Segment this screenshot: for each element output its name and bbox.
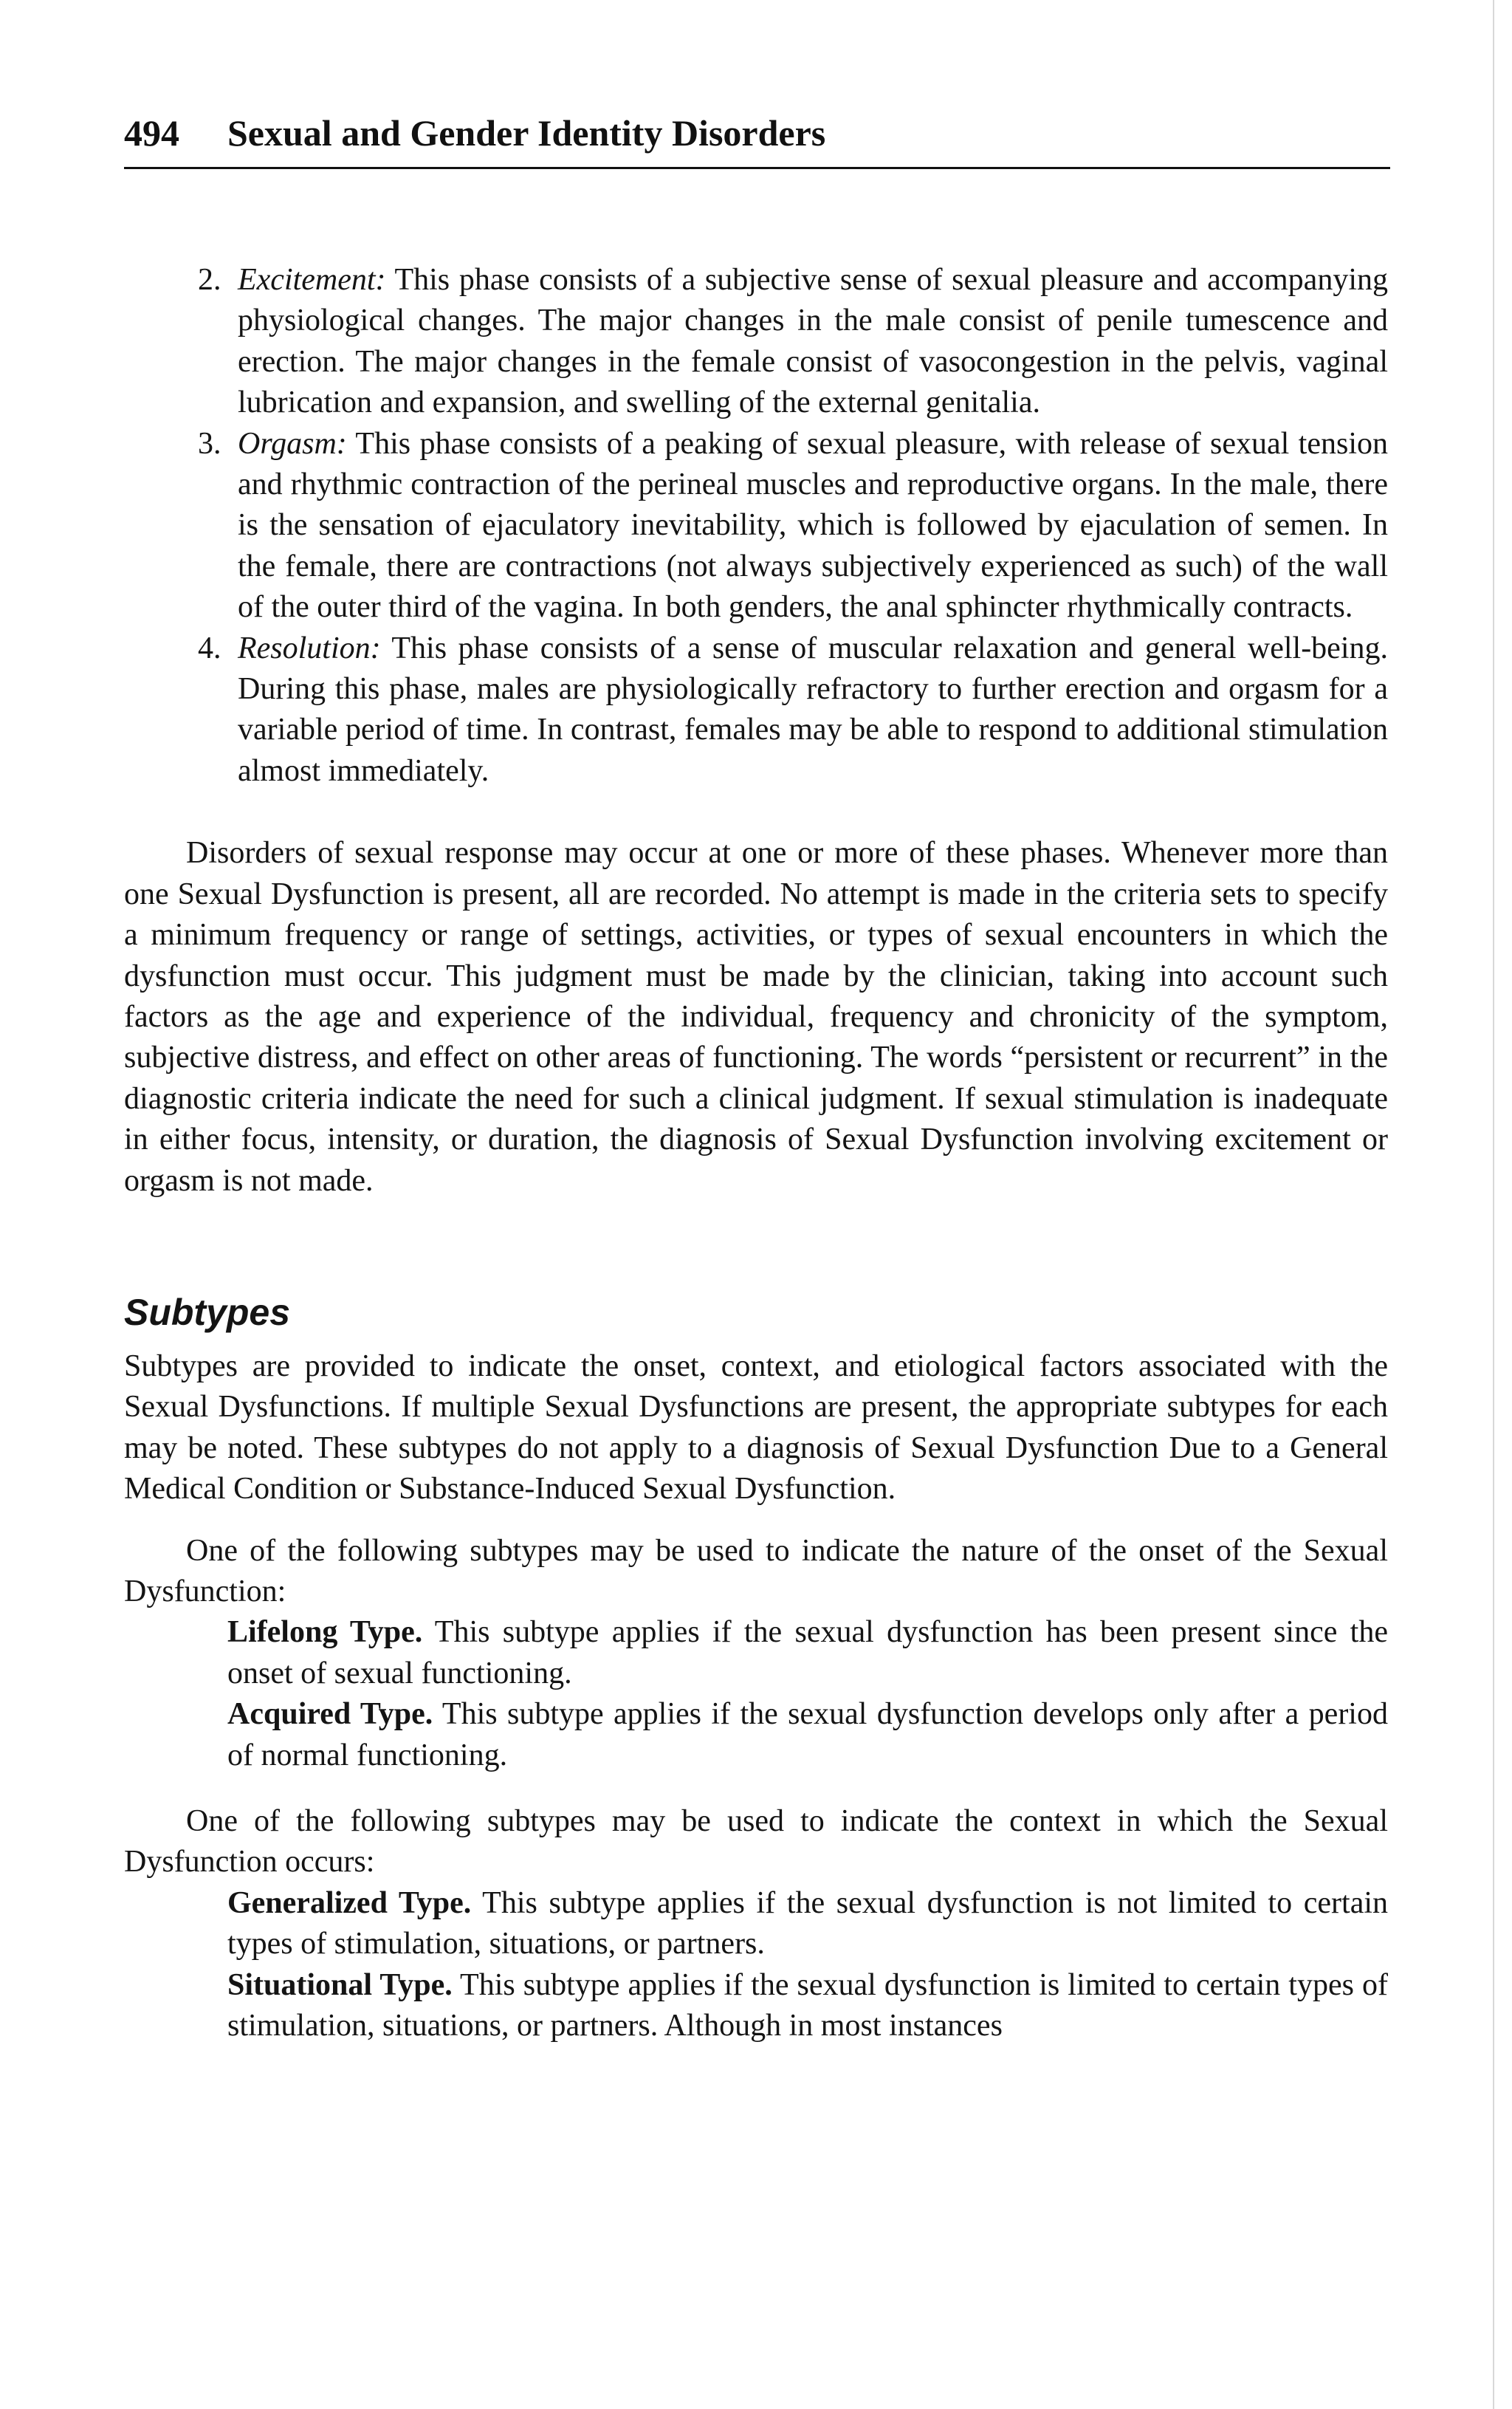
phase-text: This phase consists of a subjective sense of sexual pleasure and accompanying physiological changes. The major changes in the male consist of penile tumescence and erection. The major changes in the female consist of vasocongestion in the pelvis, vaginal lubrication and expansion, and swelling of the external genitalia. [238,263,1388,420]
phase-item-orgasm [124,424,1388,628]
subtype-item-lifelong [124,1612,1388,1694]
phase-list [124,260,1388,792]
disorders-paragraph: Disorders of sexual response may occur at one or more of these phases. Whenever more than one Sexual Dysfunction is present, all are recorded. No attempt is made in the criteria sets to specify a minimum frequency or range of settings, activities, or types of sexual encounters in which the dysfunction must occur. This judgment must be made by the clinician, taking into account such factors as the age and experience of the individual, frequency and chronicity of the symptom, subjective distress, and effect on other areas of functioning. The words “persistent or recurrent” in the diagnostic criteria indicate the need for such a clinical judgment. If sexual stimulation is inadequate in either focus, intensity, or duration, the diagnosis of Sexual Dysfunction involving excitement or orgasm is not made. [124,836,1388,1198]
subtype-item-acquired [124,1694,1388,1776]
phase-number: 3. [198,426,221,461]
scan-margin-line [1493,0,1494,2409]
subtype-name: Lifelong Type. [227,1615,423,1650]
phase-number: 4. [198,631,221,665]
subtype-item-generalized [124,1883,1388,1965]
running-title: Sexual and Gender Identity Disorders [227,112,826,154]
subtypes-intro-paragraph: Subtypes are provided to indicate the onset, context, and etiological factors associated with the Sexual Dysfunctions. If multiple Sexual Dysfunctions are present, the appropriate subtypes for each may be noted. These subtypes do not apply to a diagnosis of Sexual Dysfunction Due to a General Medical Condition or Substance-Induced Sexual Dysfunction. [124,1349,1388,1507]
page-number: 494 [124,112,179,154]
page-body [124,260,1388,2046]
phase-item-resolution [124,628,1388,792]
phase-term: Excitement: [238,263,386,297]
phase-text: This phase consists of a sense of muscular relaxation and general well-being. During this phase, males are physiologically refractory to further erection and orgasm for a variable period of time. In contrast, females may be able to respond to additional stimulation almost immediately. [238,631,1388,788]
phase-term: Orgasm: [238,426,347,461]
onset-intro-paragraph: One of the following subtypes may be used to indicate the nature of the onset of the Sexual Dysfunction: [124,1533,1388,1608]
subtype-item-situational [124,1965,1388,2047]
header-rule [124,167,1390,169]
phase-item-excitement [124,260,1388,424]
context-subtype-list [124,1883,1388,2047]
phase-term: Resolution: [238,631,381,665]
subtype-name: Generalized Type. [227,1885,472,1920]
subtype-text: This subtype applies if the sexual dysfunction is not limited to certain types of stimulation, situations, or partners. [227,1885,1388,1961]
phase-number: 2. [198,263,221,297]
subtype-name: Situational Type. [227,1967,453,2002]
subtype-text: This subtype applies if the sexual dysfunction has been present since the onset of sexual functioning. [227,1615,1388,1690]
phase-text: This phase consists of a peaking of sexual pleasure, with release of sexual tension and rhythmic contraction of the perineal muscles and reproductive organs. In the male, there is the sensation of ejaculatory inevitability, which is followed by ejaculation of semen. In the female, there are contractions (not always subjectively experienced as such) of the wall of the outer third of the vagina. In both genders, the anal sphincter rhythmically contracts. [238,426,1388,625]
onset-subtype-list [124,1612,1388,1776]
subtype-text: This subtype applies if the sexual dysfunction is limited to certain types of stimulation, situations, or partners. Although in most instances [227,1967,1388,2043]
section-heading-subtypes: Subtypes [124,1291,291,1333]
running-header [124,111,1386,155]
subtype-text: This subtype applies if the sexual dysfunction develops only after a period of normal functioning. [227,1697,1388,1772]
context-intro-paragraph: One of the following subtypes may be used to indicate the context in which the Sexual Dysfunction occurs: [124,1804,1388,1879]
subtype-name: Acquired Type. [227,1697,433,1732]
